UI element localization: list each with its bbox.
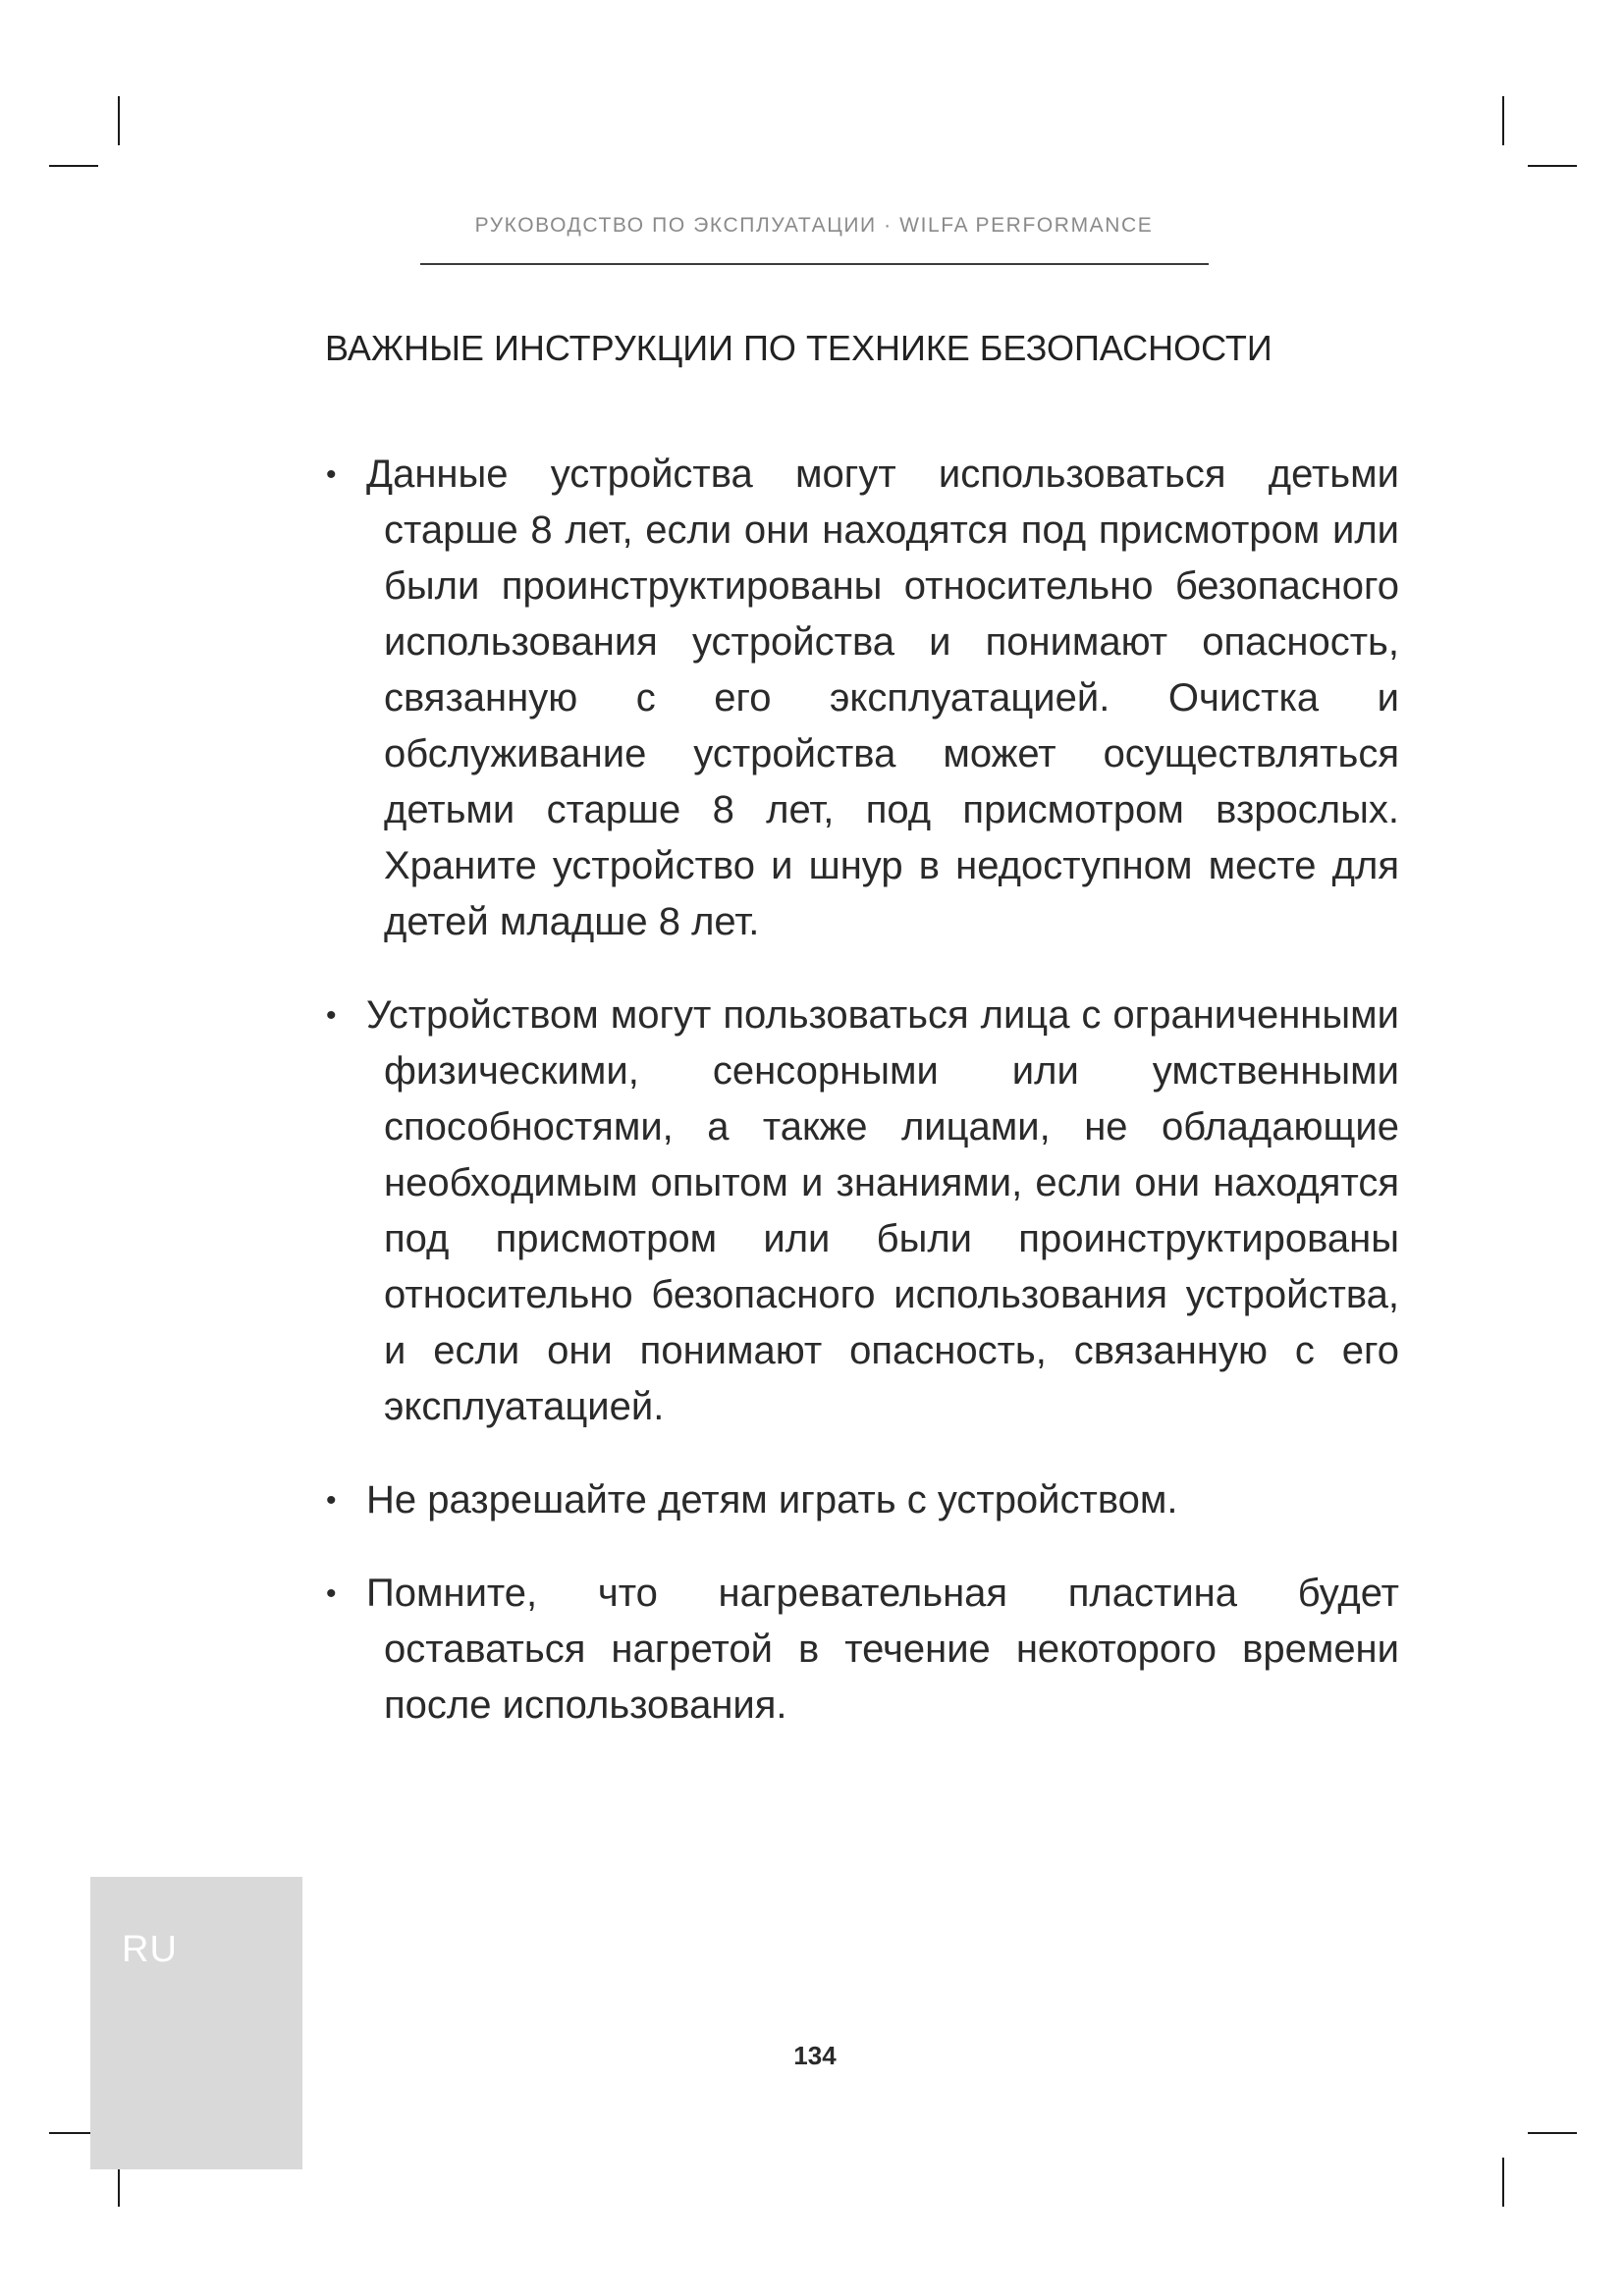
list-item-text: Не разрешайте детям играть с устройством.: [366, 1478, 1178, 1522]
list-item: [319, 447, 1399, 950]
bullet-icon: •: [326, 458, 337, 491]
bullet-icon: •: [326, 1484, 337, 1517]
list-item: [319, 988, 1399, 1435]
crop-mark-top-right-horizontal: [1528, 165, 1577, 167]
crop-mark-top-right-vertical: [1502, 96, 1504, 145]
section-title: ВАЖНЫЕ ИНСТРУКЦИИ ПО ТЕХНИКЕ БЕЗОПАСНОСТИ: [325, 328, 1272, 368]
list-item-text: Устройством могут пользоваться лица с ограниченными физическими, сенсорными или умственными способностями, а также лицами, не обладающие необходимым опытом и знаниями, если они находятся под присмотром или были проинструктированы относительно безопасного использования устройства, и если они понимают опасность, связанную с его эксплуатацией.: [366, 993, 1399, 1428]
list-item-text: Помните, что нагревательная пластина будет оставаться нагретой в течение некоторого времени после использования.: [366, 1572, 1399, 1727]
header-rule: [420, 263, 1209, 265]
crop-mark-bottom-right-vertical: [1502, 2158, 1504, 2207]
list-item-text: Данные устройства могут использоваться детьми старше 8 лет, если они находятся под присмотром или были проинструктированы относительно безопасного использования устройства и понимают опасность, связанную с его эксплуатацией. Очистка и обслуживание устройства может осуществляться детьми старше 8 лет, под присмотром взрослых. Храните устройство и шнур в недоступном месте для детей младше 8 лет.: [366, 453, 1399, 943]
page-number: 134: [793, 2041, 837, 2070]
bullet-icon: •: [326, 1577, 337, 1610]
running-header: РУКОВОДСТВО ПО ЭКСПЛУАТАЦИИ · WILFA PERFORMANCE: [474, 214, 1154, 237]
list-item: [319, 1472, 1399, 1528]
bullet-icon: •: [326, 999, 337, 1032]
crop-mark-top-left-vertical: [118, 96, 120, 145]
crop-mark-bottom-right-horizontal: [1528, 2132, 1577, 2134]
safety-instructions-list: [319, 447, 1399, 1771]
list-item: [319, 1566, 1399, 1734]
crop-mark-top-left-horizontal: [49, 165, 98, 167]
language-tab-label: RU: [122, 1929, 178, 1970]
language-tab: [90, 1877, 302, 2169]
